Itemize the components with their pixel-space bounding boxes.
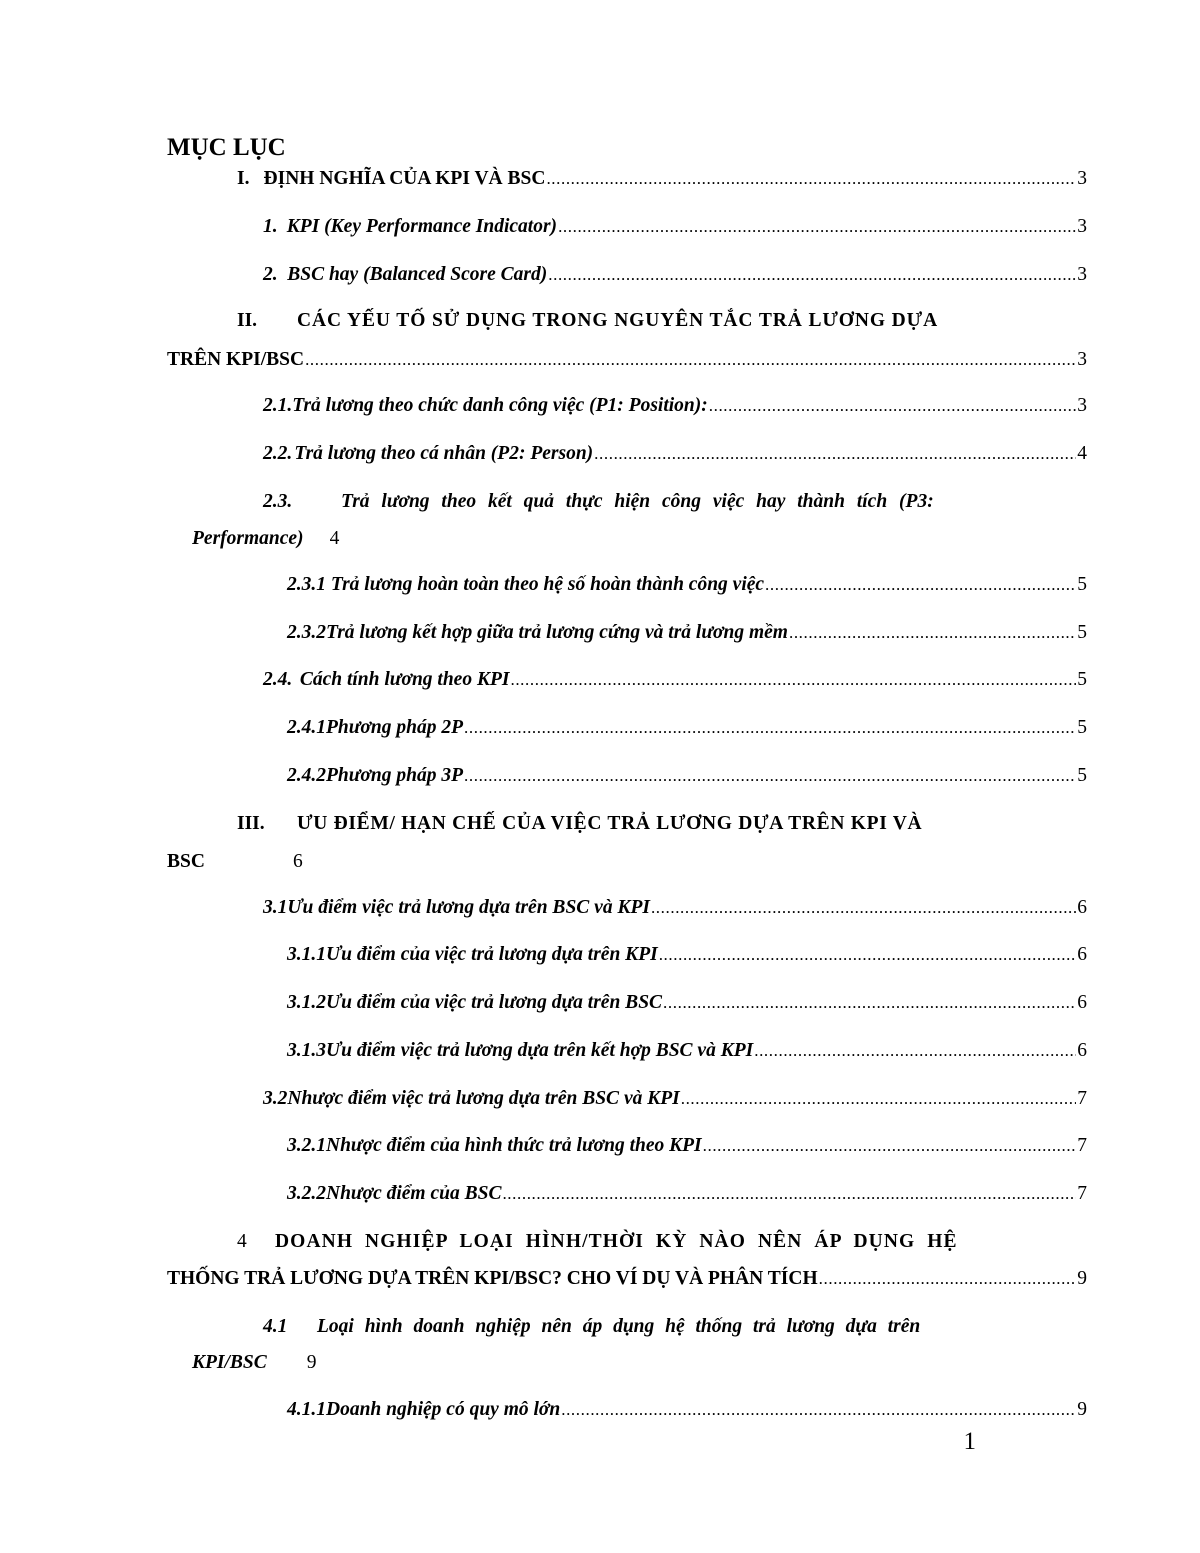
toc-entry-number: 2.4.	[263, 669, 293, 690]
toc-entry-20[interactable]	[287, 1183, 1087, 1205]
leader-dots	[464, 765, 1076, 787]
toc-entry-number: 3.2.2	[287, 1183, 326, 1204]
toc-entry-1[interactable]	[237, 168, 1087, 190]
toc-entry-text: Doanh nghiệp có quy mô lớn	[326, 1399, 561, 1420]
toc-entry-7-line2[interactable]	[192, 528, 592, 550]
leader-dots	[510, 669, 1076, 691]
toc-entry-number: 2.3.2	[287, 622, 326, 643]
leader-dots	[681, 1088, 1077, 1110]
toc-entry-text: KPI/BSC	[192, 1352, 267, 1373]
toc-entry-21-line2[interactable]	[167, 1268, 1087, 1290]
leader-dots	[703, 1135, 1077, 1157]
toc-entry-8[interactable]	[287, 574, 1087, 596]
toc-entry-number: 2.2.	[263, 443, 293, 464]
toc-entry-page: 6	[1077, 1040, 1087, 1061]
toc-entry-page: 6	[1077, 992, 1087, 1013]
toc-entry-text: Ưu điểm của việc trả lương dựa trên KPI	[326, 944, 658, 965]
toc-entry-page: 7	[1077, 1088, 1087, 1109]
toc-entry-text: CÁC YẾU TỐ SỬ DỤNG TRONG NGUYÊN TẮC TRẢ LƯƠNG DỰA	[297, 310, 939, 331]
toc-entry-page: 7	[1077, 1135, 1087, 1156]
toc-entry-page: 3	[1077, 395, 1087, 416]
toc-entry-number: 1.	[263, 216, 278, 237]
toc-entry-15[interactable]	[287, 944, 1087, 966]
toc-entry-text: KPI (Key Performance Indicator)	[286, 216, 558, 237]
leader-dots	[561, 1399, 1076, 1421]
toc-entry-number: 2.3.	[263, 491, 293, 512]
leader-dots	[709, 395, 1077, 417]
toc-entry-text: TRÊN KPI/BSC	[167, 349, 305, 370]
toc-entry-22-line1[interactable]	[263, 1316, 975, 1338]
toc-entry-text: Trả lương kết hợp giữa trả lương cứng và trả lương mềm	[326, 622, 788, 643]
toc-entry-text: Nhược điểm việc trả lương dựa trên BSC và KPI	[287, 1088, 680, 1109]
toc-entry-5[interactable]	[263, 395, 1087, 417]
leader-dots	[464, 717, 1076, 739]
toc-entry-text: DOANH NGHIỆP LOẠI HÌNH/THỜI KỲ NÀO NÊN ÁP DỤNG HỆ	[275, 1231, 958, 1252]
toc-entry-3[interactable]	[263, 264, 1087, 286]
toc-entry-page: 9	[306, 1352, 317, 1373]
toc-entry-page: 7	[1077, 1183, 1087, 1204]
leader-dots	[548, 264, 1076, 286]
toc-entry-4-line2[interactable]	[167, 349, 1087, 371]
toc-entry-number: 3.1.3	[287, 1040, 326, 1061]
leader-dots	[546, 168, 1076, 190]
toc-entry-4-line1[interactable]	[237, 310, 977, 332]
toc-entry-text: Trả lương theo cá nhân (P2: Person)	[294, 443, 594, 464]
toc-entry-page: 6	[292, 851, 303, 872]
toc-entry-text: Phương pháp 3P	[326, 765, 464, 786]
toc-entry-13-line2[interactable]	[167, 851, 567, 873]
leader-dots	[594, 443, 1076, 465]
toc-entry-page: 5	[1077, 574, 1087, 595]
toc-entry-page: 3	[1077, 168, 1087, 189]
toc-entry-page: 5	[1077, 717, 1087, 738]
toc-entry-14[interactable]	[263, 897, 1087, 919]
toc-entry-text: Loại hình doanh nghiệp nên áp dụng hệ thống trả lương dựa trên	[317, 1316, 921, 1337]
toc-entry-number: 2.4.2	[287, 765, 326, 786]
toc-entry-number: 3.2	[263, 1088, 288, 1109]
toc-entry-page: 4	[329, 528, 340, 549]
toc-entry-text: Phương pháp 2P	[326, 717, 464, 738]
toc-entry-text: 2.3.1 Trả lương hoàn toàn theo hệ số hoàn thành công việc	[287, 574, 765, 595]
toc-entry-18[interactable]	[263, 1088, 1087, 1110]
toc-entry-text: THỐNG TRẢ LƯƠNG DỰA TRÊN KPI/BSC? CHO VÍ DỤ VÀ PHÂN TÍCH	[167, 1268, 818, 1289]
leader-dots	[663, 992, 1076, 1014]
toc-entry-23[interactable]	[287, 1399, 1087, 1421]
leader-dots	[558, 216, 1076, 238]
toc-entry-7-line1[interactable]	[263, 491, 975, 513]
toc-entry-page: 3	[1077, 264, 1087, 285]
toc-entry-text: ƯU ĐIỂM/ HẠN CHẾ CỦA VIỆC TRẢ LƯƠNG DỰA TRÊN KPI VÀ	[297, 813, 923, 834]
leader-dots	[305, 349, 1076, 371]
toc-entry-page: 5	[1077, 765, 1087, 786]
toc-entry-number: 2.	[263, 264, 278, 285]
toc-entry-text: Nhược điểm của BSC	[326, 1183, 502, 1204]
toc-entry-number: 3.1	[263, 897, 288, 918]
leader-dots	[765, 574, 1076, 596]
toc-entry-number: 4	[237, 1231, 247, 1252]
toc-entry-number: II.	[237, 310, 258, 331]
toc-entry-page: 6	[1077, 897, 1087, 918]
toc-entry-number: 3.1.2	[287, 992, 326, 1013]
toc-entry-number: 3.1.1	[287, 944, 326, 965]
toc-entry-text: Nhược điểm của hình thức trả lương theo KPI	[326, 1135, 702, 1156]
page-number: 1	[963, 1428, 976, 1455]
toc-entry-number: III.	[237, 813, 265, 834]
toc-entry-22-line2[interactable]	[192, 1352, 592, 1374]
toc-entry-number: 2.1.	[263, 395, 293, 416]
toc-entry-number: 3.2.1	[287, 1135, 326, 1156]
toc-entry-text: Ưu điểm việc trả lương dựa trên BSC và KPI	[287, 897, 650, 918]
toc-entry-text: Trả lương theo kết quả thực hiện công việc hay thành tích (P3:	[341, 491, 934, 512]
toc-entry-text: BSC	[167, 851, 205, 872]
leader-dots	[789, 622, 1076, 644]
toc-entry-19[interactable]	[287, 1135, 1087, 1157]
leader-dots	[754, 1040, 1076, 1062]
toc-entry-text: Performance)	[192, 528, 304, 549]
toc-entry-21-line1[interactable]	[237, 1231, 977, 1253]
toc-entry-number: I.	[237, 168, 250, 189]
toc-entry-text: Trả lương theo chức danh công việc (P1: Position):	[292, 395, 708, 416]
leader-dots	[651, 897, 1076, 919]
toc-title: MỤC LỤC	[167, 134, 286, 161]
toc-entry-6[interactable]	[263, 443, 1087, 465]
toc-entry-9[interactable]	[287, 622, 1087, 644]
toc-entry-page: 9	[1077, 1399, 1087, 1420]
toc-entry-11[interactable]	[287, 717, 1087, 739]
toc-entry-page: 3	[1077, 349, 1087, 370]
leader-dots	[502, 1183, 1076, 1205]
toc-entry-page: 3	[1077, 216, 1087, 237]
toc-entry-13-line1[interactable]	[237, 813, 977, 835]
toc-entry-16[interactable]	[287, 992, 1087, 1014]
toc-entry-page: 9	[1077, 1268, 1087, 1289]
toc-entry-number: 4.1.1	[287, 1399, 326, 1420]
leader-dots	[659, 944, 1077, 966]
toc-entry-text: BSC hay (Balanced Score Card)	[287, 264, 548, 285]
toc-entry-text: Ưu điểm của việc trả lương dựa trên BSC	[326, 992, 663, 1013]
toc-entry-17[interactable]	[287, 1040, 1087, 1062]
toc-entry-text: Cách tính lương theo KPI	[299, 669, 510, 690]
leader-dots	[819, 1268, 1077, 1290]
toc-entry-page: 5	[1077, 669, 1087, 690]
toc-entry-10[interactable]	[263, 669, 1087, 691]
toc-entry-2[interactable]	[263, 216, 1087, 238]
toc-entry-number: 2.4.1	[287, 717, 326, 738]
toc-entry-text: Ưu điểm việc trả lương dựa trên kết hợp BSC và KPI	[326, 1040, 754, 1061]
toc-entry-page: 5	[1077, 622, 1087, 643]
toc-entry-page: 4	[1077, 443, 1087, 464]
toc-entry-12[interactable]	[287, 765, 1087, 787]
toc-entry-page: 6	[1077, 944, 1087, 965]
toc-entry-number: 4.1	[263, 1316, 288, 1337]
toc-entry-text: ĐỊNH NGHĨA CỦA KPI VÀ BSC	[263, 168, 546, 189]
